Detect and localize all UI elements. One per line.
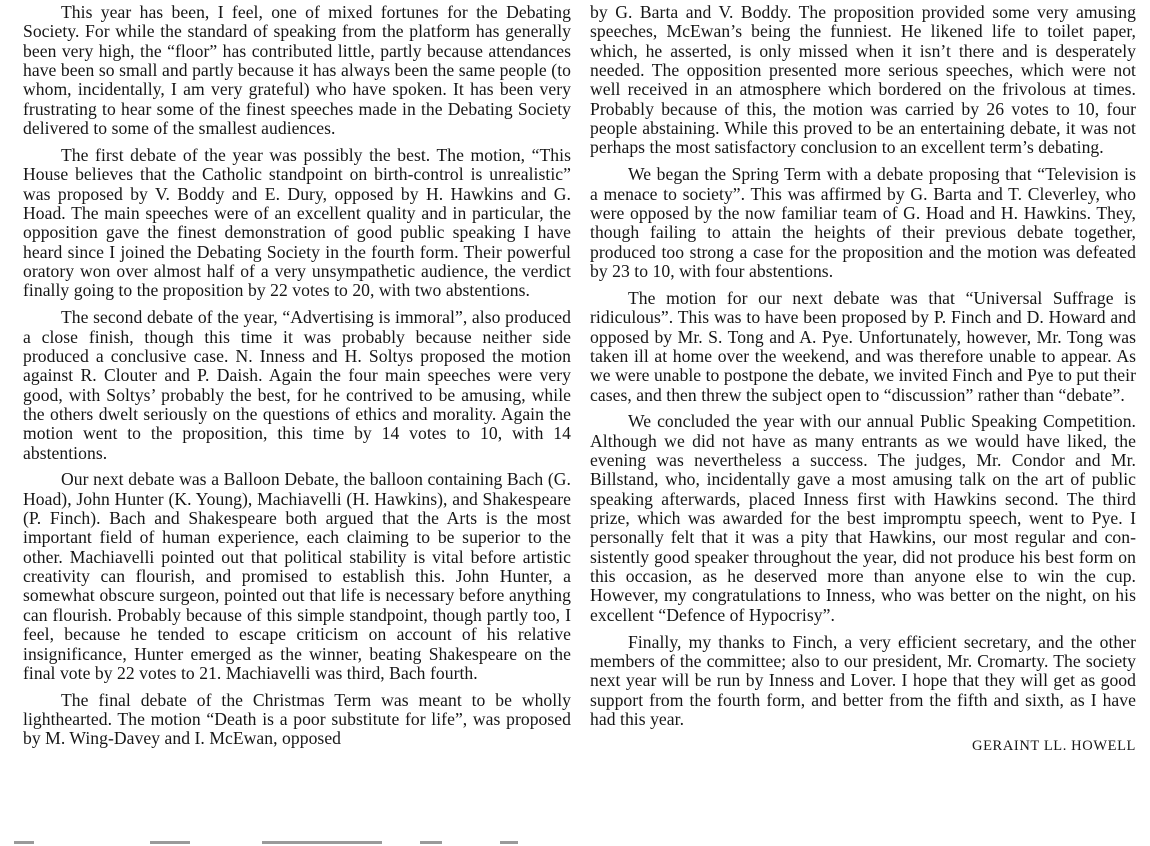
cropped-text-fragment xyxy=(0,838,1150,846)
paragraph-second-debate: The second debate of the year, “Advertising is immoral”, also produced a close finish, though this time it was probably because neither side produced a conclusive case. N. Inness and H. Soltys proposed the motion against R. Clouter and P. Daish. Again the four main speeches were very good, with Soltys’ probably the best, for he contrived to be amusing, while the others dwelt seriously on the questions of ethics and morality. Again the motion went to the proposition, this time by 14 votes to 10, with 14 abstentions. xyxy=(23,307,571,463)
paragraph-universal-suffrage: The motion for our next debate was that “Universal Suffrage is ridiculous”. This was to have been proposed by P. Finch and D. Howard and opposed by Mr. S. Tong and A. Pye. Unfortunately, however, Mr. Tong was taken ill at home over the weekend, and was therefore unable to appear. As we were unable to postpone the debate, we invited Finch and Pye to put their cases, and then threw the subject open to “discussion” rather than “debate”. xyxy=(590,287,1136,405)
paragraph-balloon-debate: Our next debate was a Balloon Debate, the balloon containing Bach (G. Hoad), John Hunter (K. Young), Machiavelli (H. Hawkins), and Shakespeare (P. Finch). Bach and Shakespeare both argued that the Arts is the most important field of human experience, each claiming to be superior to the other. Machiavelli pointed out that political stability is vital before artistic creativity can flourish, and promised to establish this. John Hunter, a somewhat obscure surgeon, pointed out that life is necessary before anything can flourish. Probably because of this simple standpoint, though partly too, I feel, because he tended to escape criticism on account of his relative insignificance, Hunter emerged as the winner, beating Shakespeare on the final vote by 22 votes to 21. Machiavelli was third, Bach fourth. xyxy=(23,469,571,683)
left-column xyxy=(23,3,571,756)
paragraph-spring-term: We began the Spring Term with a debate proposing that “Television is a menace to society”. This was affirmed by G. Barta and T. Cleverley, who were opposed by the now familiar team of G. Hoad and H. Hawkins. They, though failing to attain the heights of their previous debate together, produced too strong a case for the proposition and the motion was defeated by 23 to 10, with four abstentions. xyxy=(590,164,1136,281)
paragraph-thanks: Finally, my thanks to Finch, a very efficient secretary, and the other members of the committee; also to our president, Mr. Cromarty. The society next year will be run by Inness and Lover. I hope that they will get as good support from the fourth form, and better from the fifth and sixth, as I have had this year. xyxy=(590,631,1136,730)
paragraph-public-speaking: We concluded the year with our annual Public Speaking Competition. Although we did not have as many entrants as we would have liked, the evening was nevertheless a success. The judges, Mr. Condor and Mr. Billstand, who, incidentally gave a most amusing talk on the art of public speaking afterwards, placed Inness first with Hawkins second. The third prize, which was awarded for the best impromptu speech, went to Pye. I personally felt that it was a pity that Hawkins, our most regular and consistently good speaker throughout the year, did not produce his best form on this occasion, as he deserved more than anyone else to win the cup. However, my congratulations to Inness, who was better on the night, on his excellent “Defence of Hypocrisy”. xyxy=(590,411,1136,625)
paragraph-first-debate: The first debate of the year was possibly the best. The motion, “This House believes that the Catholic standpoint on birth-control is unrealistic” was proposed by V. Boddy and E. Dury, opposed by H. Hawkins and G. Hoad. The main speeches were of an excellent quality and in particular, the opposition gave the finest demonstration of good public speaking I have heard since I joined the Debating Society in the fourth form. Their powerful oratory won over almost half of a very unsympathetic audience, the verdict finally going to the proposition by 22 votes to 20, with two abstentions. xyxy=(23,144,571,301)
right-column xyxy=(590,3,1136,764)
paragraph-intro: This year has been, I feel, one of mixed fortunes for the Debating Society. For while the standard of speaking from the platform has generally been very high, the “floor” has contributed little, partly because attendances have been so small and partly because it has always been the same people (to whom, incidentally, I am very grateful) who have spoken. It has been very frustrating to hear some of the finest speeches made in the Debating Society delivered to some of the smallest audiences. xyxy=(23,2,571,139)
author-signature: GERAINT LL. HOWELL xyxy=(972,737,1136,754)
paragraph-christmas-debate: The final debate of the Christmas Term was meant to be wholly lighthearted. The motion “Death is a poor substitute for life”, was proposed by M. Wing-Davey and I. McEwan, opposed xyxy=(23,689,571,749)
paragraph-christmas-debate-continued: by G. Barta and V. Boddy. The proposition provided some very amusing speeches, McEwan’s being the funniest. He likened life to toilet paper, which, he asserted, is only missed when it isn’t there and is desperately needed. The opposition presented more serious speeches, which were not well received in an atmosphere which bordered on the frivolous at times. Probably because of this, the motion was carried by 26 votes to 10, four people abstaining. While this proved to be an entertaining debate, it was not perhaps the most satisfactory conclusion to an excellent term’s debating. xyxy=(590,2,1136,158)
